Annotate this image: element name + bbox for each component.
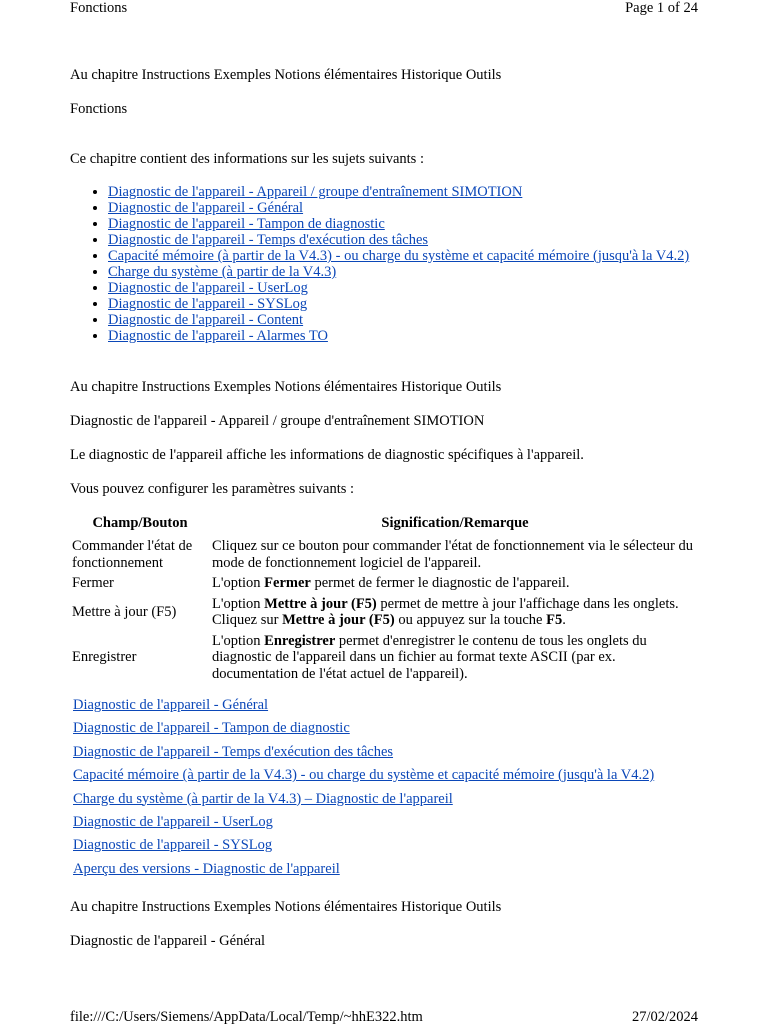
topic-link[interactable]: Diagnostic de l'appareil - UserLog: [108, 280, 308, 296]
topic-link[interactable]: Diagnostic de l'appareil - Alarmes TO: [108, 328, 328, 344]
page-number: Page 1 of 24: [625, 0, 698, 16]
topic-link[interactable]: Diagnostic de l'appareil - Tampon de diagnostic: [108, 216, 385, 232]
footer-date: 27/02/2024: [631, 1009, 698, 1025]
parameters-table: [70, 513, 700, 685]
related-link[interactable]: Aperçu des versions - Diagnostic de l'appareil: [73, 860, 340, 877]
meaning-cell: Cliquez sur ce bouton pour commander l'état de fonctionnement via le sélecteur du mode de fonctionnement logiciel de l'appareil.: [212, 538, 693, 571]
related-link[interactable]: Capacité mémoire (à partir de la V4.3) - ou charge du système et capacité mémoire (jusqu'à la V4.2): [73, 767, 655, 784]
list-item: [73, 791, 733, 814]
list-item: [73, 720, 733, 743]
list-item: [73, 697, 733, 720]
field-cell: Commander l'état de fonctionnement: [72, 538, 193, 571]
meaning-cell: L'option Mettre à jour (F5) permet de mettre à jour l'affichage dans les onglets. Cliquez sur Mettre à jour (F5) ou appuyez sur la touche F5.: [212, 595, 679, 628]
list-item: [73, 814, 733, 837]
table-row: [70, 632, 700, 686]
related-links: [73, 697, 733, 884]
list-item: [108, 248, 748, 264]
table-row: [70, 537, 700, 574]
list-item: [73, 837, 733, 860]
list-item: [73, 744, 733, 767]
table-row: [70, 595, 700, 632]
table-header-row: [70, 513, 700, 537]
column-header: Champ/Bouton: [92, 515, 188, 531]
list-item: [108, 280, 748, 296]
field-cell: Fermer: [72, 575, 114, 591]
related-link[interactable]: Diagnostic de l'appareil - Temps d'exécution des tâches: [73, 743, 394, 760]
list-item: [73, 767, 733, 790]
topic-link[interactable]: Capacité mémoire (à partir de la V4.3) - ou charge du système et capacité mémoire (jusqu'à la V4.2): [108, 248, 690, 264]
field-cell: Enregistrer: [72, 649, 137, 665]
config-text: Vous pouvez configurer les paramètres suivants :: [70, 481, 355, 497]
list-item: [108, 216, 748, 232]
meaning-cell: L'option Enregistrer permet d'enregistrer le contenu de tous les onglets du diagnostic de l'appareil dans un fichier au format texte ASCII (par ex. documentation de l'état actuel de l'appareil).: [212, 632, 647, 682]
section-title: Diagnostic de l'appareil - Appareil / groupe d'entraînement SIMOTION: [70, 413, 485, 429]
topic-link[interactable]: Diagnostic de l'appareil - Temps d'exécution des tâches: [108, 232, 429, 248]
topic-link[interactable]: Charge du système (à partir de la V4.3): [108, 264, 337, 280]
topic-link[interactable]: Diagnostic de l'appareil - Appareil / groupe d'entraînement SIMOTION: [108, 184, 523, 200]
related-link[interactable]: Diagnostic de l'appareil - SYSLog: [73, 837, 273, 854]
related-link[interactable]: Diagnostic de l'appareil - Général: [73, 697, 269, 713]
topic-list: [70, 184, 748, 344]
description-text: Le diagnostic de l'appareil affiche les informations de diagnostic spécifiques à l'appareil.: [70, 447, 584, 463]
list-item: [108, 200, 748, 216]
list-item: [108, 184, 748, 200]
header-title: Fonctions: [70, 0, 128, 16]
list-item: [108, 312, 748, 328]
table-row: [70, 574, 700, 595]
meaning-cell: L'option Fermer permet de fermer le diagnostic de l'appareil.: [212, 575, 570, 591]
chapter-nav: Au chapitre Instructions Exemples Notions élémentaires Historique Outils: [70, 899, 502, 915]
column-header: Signification/Remarque: [381, 515, 529, 531]
topic-link[interactable]: Diagnostic de l'appareil - Général: [108, 200, 304, 216]
field-cell: Mettre à jour (F5): [72, 603, 177, 620]
list-item: [108, 328, 748, 344]
list-item: [108, 296, 748, 312]
chapter-nav: Au chapitre Instructions Exemples Notions élémentaires Historique Outils: [70, 379, 502, 395]
footer-path: file:///C:/Users/Siemens/AppData/Local/Temp/~hhE322.htm: [70, 1009, 423, 1025]
related-link[interactable]: Diagnostic de l'appareil - Tampon de diagnostic: [73, 720, 350, 737]
chapter-nav: Au chapitre Instructions Exemples Notions élémentaires Historique Outils: [70, 67, 502, 83]
list-item: [73, 861, 733, 884]
list-item: [108, 232, 748, 248]
section-title: Diagnostic de l'appareil - Général: [70, 933, 266, 949]
section-title: Fonctions: [70, 101, 128, 117]
topic-link[interactable]: Diagnostic de l'appareil - Content: [108, 312, 304, 328]
intro-text: Ce chapitre contient des informations sur les sujets suivants :: [70, 151, 424, 167]
related-link[interactable]: Diagnostic de l'appareil - UserLog: [73, 813, 273, 830]
topic-link[interactable]: Diagnostic de l'appareil - SYSLog: [108, 296, 308, 312]
list-item: [108, 264, 748, 280]
related-link[interactable]: Charge du système (à partir de la V4.3) – Diagnostic de l'appareil: [73, 790, 453, 807]
